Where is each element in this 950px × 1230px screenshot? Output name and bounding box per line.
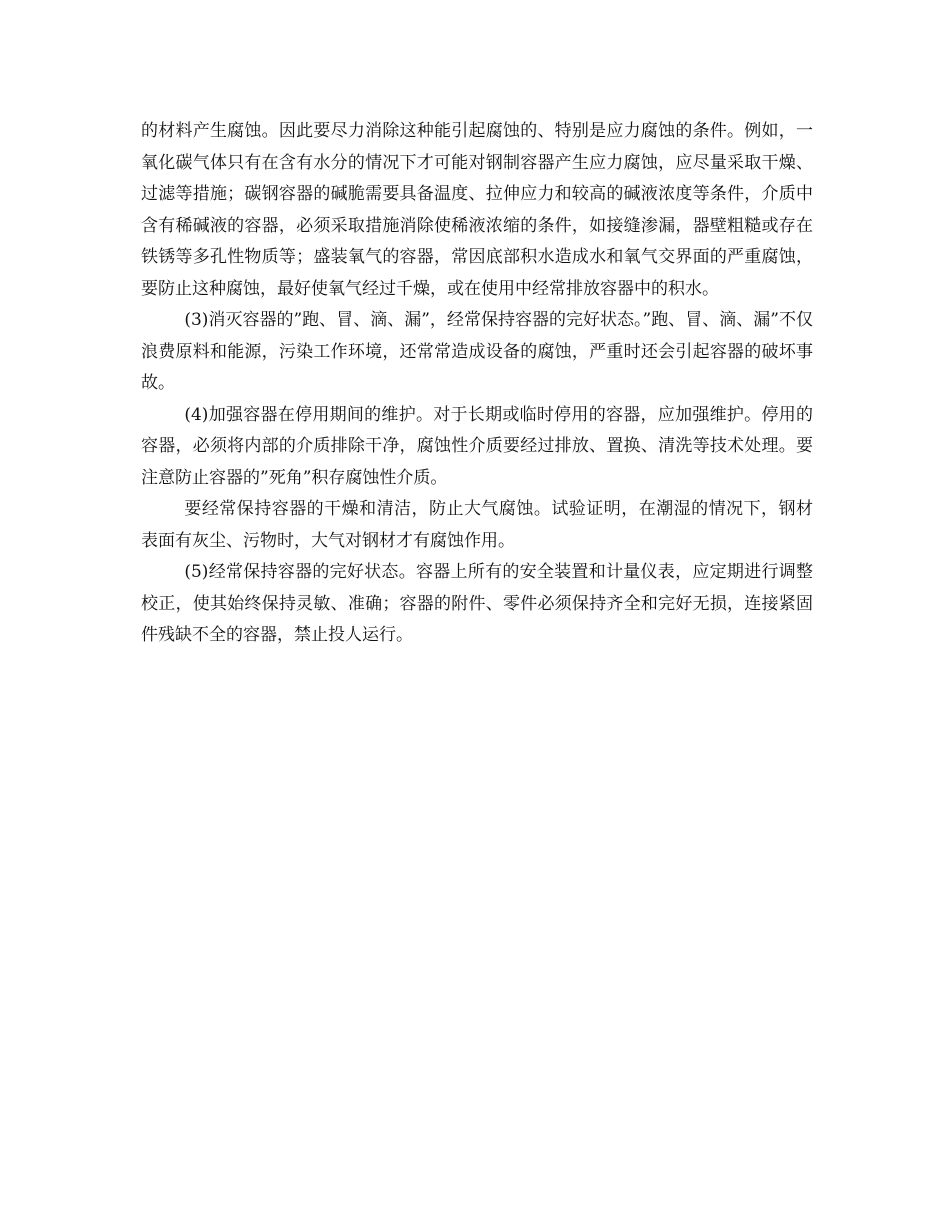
paragraph-leak-prevention: (3)消灭容器的”跑、冒、滴、漏”，经常保持容器的完好状态。”跑、冒、滴、漏”不仅浪费原料和能源，污染工作环境，还常常造成设备的腐蚀，严重时还会引起容器的破坏事故。	[141, 310, 813, 393]
paragraph-atmospheric-corrosion: 要经常保持容器的干燥和清洁，防止大气腐蚀。试验证明，在潮湿的情况下，钢材表面有灰尘、污物时，大气对钢材才有腐蚀作用。	[141, 499, 813, 551]
document-body	[141, 116, 813, 652]
paragraph-shutdown-maintenance: (4)加强容器在停用期间的维护。对于长期或临时停用的容器，应加强维护。停用的容器，必须将内部的介质排除干净，腐蚀性介质要经过排放、置换、清洗等技术处理。要注意防止容器的”死角”积存腐蚀性介质。	[141, 404, 813, 488]
paragraph-corrosion-conditions: 的材料产生腐蚀。因此要尽力消除这种能引起腐蚀的、特别是应力腐蚀的条件。例如，一氧化碳气体只有在含有水分的情况下才可能对钢制容器产生应力腐蚀，应尽量采取干燥、过滤等措施；碳钢容器的碱脆需要具备温度、拉伸应力和较高的碱液浓度等条件，介质中含有稀碱液的容器，必须采取措施消除使稀液浓缩的条件，如接缝渗漏，器壁粗糙或存在铁锈等多孔性物质等；盛装氧气的容器，常因底部积水造成水和氧气交界面的严重腐蚀，要防止这种腐蚀，最好使氧气经过千燥，或在使用中经常排放容器中的积水。	[141, 121, 813, 299]
paragraph-good-condition: (5)经常保持容器的完好状态。容器上所有的安全装置和计量仪表，应定期进行调整校正，使其始终保持灵敏、准确；容器的附件、零件必须保持齐全和完好无损，连接紧固件残缺不全的容器，禁止投人运行。	[141, 562, 813, 645]
